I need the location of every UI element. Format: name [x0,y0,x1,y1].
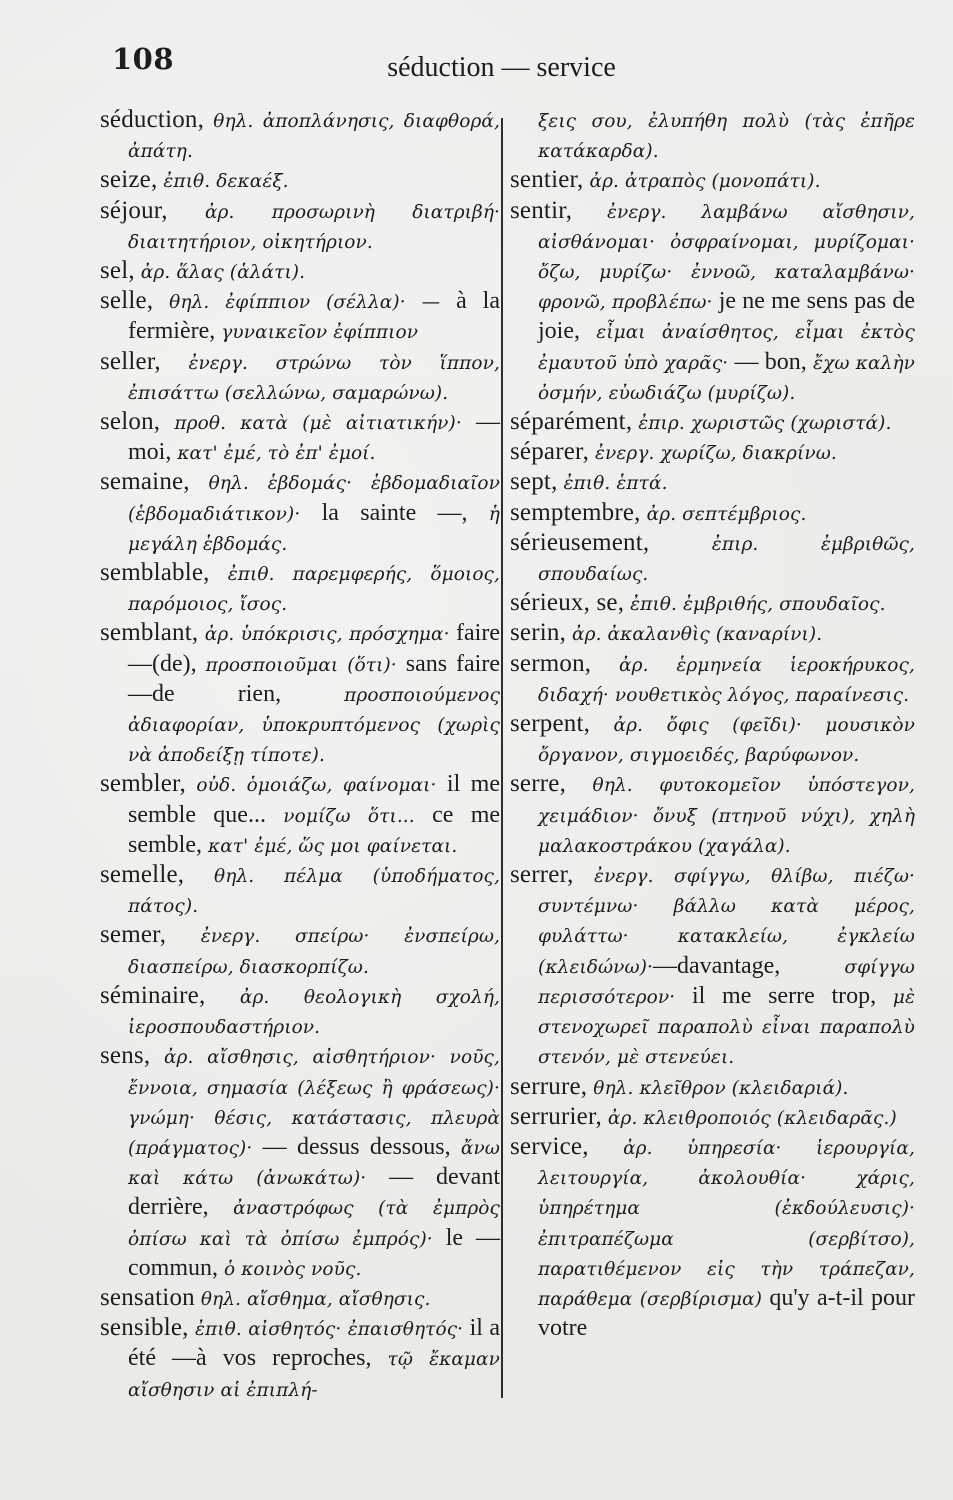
headword: seller, [100,347,161,375]
dictionary-entry [100,559,500,619]
french-phrase: il a été —à vos reproches, [128,1315,500,1372]
greek-definition: ἡ μεγάλη ἑβδομάς. [128,503,500,555]
french-phrase: à la fermière, [128,288,500,345]
greek-definition: νομίζω ὅτι... [265,805,415,827]
dictionary-entry [100,1042,500,1284]
greek-definition: θηλ. ἐφίππιον (σέλλα)· — [153,292,441,314]
dictionary-entry [510,166,915,196]
headword: serrer, [510,861,574,889]
dictionary-entry [100,1284,500,1314]
dictionary-entry-continuation [510,106,915,166]
dictionary-entry [100,287,500,347]
greek-definition: ἔχω καλὴν ὀσμήν, εὐωδιάζω (μυρίζω). [538,352,915,404]
dictionary-entry [100,106,500,166]
headword: serre, [510,770,567,798]
headword: semblant, [100,619,199,647]
headword: séparer, [510,438,590,466]
greek-definition: οὐδ. ὁμοιάζω, φαίνομαι· [186,775,437,797]
french-phrase: qu'y a-t-il pour votre [538,1284,915,1342]
headword: séjour, [100,196,168,224]
french-phrase: la sainte —, [300,499,468,526]
french-phrase: sans faire—de rien, [128,650,500,707]
greek-definition: ἀρ. κλειθροποιός (κλειδαρᾶς.) [601,1107,897,1129]
dictionary-entry [510,1133,915,1342]
greek-definition: σφίγγω περισσότερον· [538,956,915,1008]
greek-definition: θηλ. ἑβδομάς· ἑβδομαδιαῖον (ἑβδομαδιάτικον)· [128,473,500,525]
greek-definition: ἐνεργ. στρώνω τὸν ἵππον, ἐπισάττω (σελλώνω, σαμαρώνω). [128,352,500,404]
greek-definition: προθ. κατὰ (μὲ αἰτιατικήν)· [160,413,462,435]
greek-definition: ἐνεργ. λαμβάνω αἴσθησιν, αἰσθάνομαι· ὀσφραίνομαι, μυρίζομαι· ὄζω, μυρίζω· ἐννοῶ, καταλαμβάνω· φρονῶ, προβλέπω· [538,201,915,314]
greek-definition: κατ' ἐμέ, ὥς μοι φαίνεται. [201,835,458,857]
french-phrase: faire —(de), [128,620,500,677]
dictionary-entry [510,650,915,710]
left-column [100,106,500,1405]
greek-definition: ἀρ. ἅλας (ἁλάτι). [134,262,306,284]
dictionary-entry [510,770,915,861]
french-phrase: — bon, [728,348,807,375]
headword: serrure, [510,1072,588,1100]
headword: sensible, [100,1314,189,1342]
headword: selon, [100,408,161,436]
greek-definition: ἐπιθ. ἐμβριθής, σπουδαῖος. [624,594,886,616]
dictionary-entry [510,408,915,438]
dictionary-entry [510,589,915,619]
greek-definition: ἐπιρ. ἐμβριθῶς, σπουδαίως. [538,533,915,586]
dictionary-entry [510,1073,915,1103]
headword: seize, [100,166,158,194]
french-phrase: il me serre trop, [675,982,877,1009]
headword: sel, [100,257,135,285]
headword: selle, [100,287,154,315]
greek-definition: ἀρ. προσωρινὴ διατριβή· διαιτητήριον, οἰκητήριον. [128,201,500,253]
headword: serin, [510,619,567,647]
dictionary-entry [510,529,915,589]
dictionary-entry [100,1314,500,1405]
headword: sérieusement, [510,528,650,556]
headword: sembler, [100,770,186,798]
dictionary-entry [510,499,915,529]
right-column [510,106,915,1342]
dictionary-entry [100,197,500,257]
dictionary-entry [510,197,915,408]
headword: semelle, [100,861,185,889]
french-phrase: — devant derrière, [128,1164,500,1221]
french-phrase: —davantage, [653,952,781,979]
dictionary-entry [510,468,915,498]
greek-definition: τῷ ἔκαμαν αἴσθησιν αἱ ἐπιπλή- [128,1349,500,1401]
french-phrase: je ne me sens pas de joie, [538,288,915,345]
headword: sens, [100,1042,151,1070]
greek-definition: μὲ στενοχωρεῖ παραπολὺ εἶναι παραπολὺ στενόν, μὲ στενεύει. [538,986,915,1069]
dictionary-entry [100,166,500,196]
column-divider [501,118,503,1398]
dictionary-entry [100,770,500,861]
french-phrase: ce me semble, [128,801,501,858]
greek-definition: ἀρ. ἑρμηνεία ἱεροκήρυκος, διδαχή· νουθετικὸς λόγος, παραίνεσις. [538,654,915,706]
continuation-text: ξεις σου, ἐλυπήθη πολὺ (τὰς ἐπῆρε κατάκαρδα). [538,111,915,163]
greek-definition: θηλ. φυτοκομεῖον ὑπόστεγον, χειμάδιον· ὄνυξ (πτηνοῦ νύχι), χηλὴ μαλακοστράκου (χαγάλα). [538,775,915,857]
headword: séminaire, [100,981,206,1009]
greek-definition: ἀναστρόφως (τὰ ἐμπρὸς ὀπίσω καὶ τὰ ὀπίσω ἐμπρός)· [128,1198,500,1250]
greek-definition: ἄνω καὶ κάτω (ἀνωκάτω)· [128,1137,500,1190]
headword: sentier, [510,166,584,194]
greek-definition: ἐπιθ. παρεμφερής, ὅμοιος, παρόμοιος, ἴσος. [128,564,500,616]
greek-definition: θηλ. αἴσθημα, αἴσθησις. [194,1288,431,1310]
headword: sérieux, se, [510,589,625,617]
dictionary-entry [100,619,500,770]
greek-definition: εἶμαι ἀναίσθητος, εἶμαι ἐκτὸς ἐμαυτοῦ ὑπὸ χαρᾶς· [538,322,915,374]
greek-definition: ἀρ. θεολογικὴ σχολή, ἱεροσπουδαστήριον. [128,986,500,1039]
greek-definition: ἀρ. ὑπηρεσία· ἱερουργία, λειτουργία, ἀκολουθία· χάρις, ὑπηρέτημα (ἐκδούλευσις)· ἐπιτραπέζωμα (σερβίτσο), παρατιθέμενον εἰς τὴν τράπεζαν, παράθεμα (σερβίρισμα) [538,1137,915,1310]
greek-definition: ἐπιρ. χωριστῶς (χωριστά). [632,413,892,435]
greek-definition: κατ' ἐμέ, τὸ ἐπ' ἐμοί. [171,443,376,465]
headword: serpent, [510,710,591,738]
dictionary-entry [100,861,500,921]
dictionary-entry [510,1103,915,1133]
greek-definition: ἀρ. ἀτραπὸς (μονοπάτι). [583,171,821,193]
greek-definition: ἀρ. ἀκαλανθὶς (καναρίνι). [566,624,823,646]
running-head: séduction — service [387,52,616,83]
headword: semer, [100,921,167,949]
dictionary-entry [510,861,915,1072]
headword: séparément, [510,408,633,436]
headword: service, [510,1132,589,1160]
headword: semptembre, [510,498,641,526]
greek-definition: θηλ. πέλμα (ὑποδήματος, πάτος). [128,866,500,918]
greek-definition: ἐνεργ. σπείρω· ἐνσπείρω, διασπείρω, διασκορπίζω. [128,926,500,978]
headword: sensation [100,1283,195,1311]
greek-definition: γυναικεῖον ἐφίππιον [215,322,419,344]
greek-definition: ἐνεργ. χωρίζω, διακρίνω. [589,443,837,465]
french-phrase: — dessus dessous, [252,1133,451,1160]
greek-definition: ἐπιθ. ἑπτά. [557,473,668,495]
dictionary-entry [100,921,500,981]
greek-definition: ἐπιθ. δεκαέξ. [157,171,289,193]
dictionary-entry [100,982,500,1042]
headword: sermon, [510,649,592,677]
greek-definition: ἐπιθ. αἰσθητός· ἐπαισθητός· [188,1319,464,1341]
dictionary-entry [510,438,915,468]
greek-definition: προσποιοῦμαι (ὅτι)· [196,654,397,676]
dictionary-entry [100,257,500,287]
greek-definition: ἀρ. αἴσθησις, αἰσθητήριον· νοῦς, ἔννοια, σημασία (λέξεως ἢ φράσεως)· γνώμη· θέσις, κατάστασις, πλευρὰ (πράγματος)· [128,1047,500,1159]
greek-definition: ἐνεργ. σφίγγω, θλίβω, πιέζω· συντέμνω· βάλλω κατὰ μέρος, φυλάττω· κατακλείω, ἐγκλείω (κλειδώνω)· [538,866,915,978]
headword: semaine, [100,468,190,496]
greek-definition: ἀρ. σεπτέμβριος. [640,503,807,525]
greek-definition: θηλ. ἀποπλάνησις, διαφθορά, ἀπάτη. [128,111,500,163]
headword: sentir, [510,196,573,224]
headword: sept, [510,468,558,496]
page-number: 108 [112,42,175,76]
dictionary-entry [510,619,915,649]
greek-definition: προσποιούμενος ἀδιαφορίαν, ὑποκρυπτόμενος (χωρὶς νὰ ἀποδείξῃ τίποτε). [128,684,500,767]
dictionary-entry [100,468,500,559]
headword: semblable, [100,559,210,587]
dictionary-entry [100,348,500,408]
french-phrase: le — commun, [128,1224,500,1281]
headword: serrurier, [510,1102,602,1130]
dictionary-entry [510,710,915,770]
greek-definition: ἀρ. ὑπόκρισις, πρόσχημα· [198,624,450,646]
dictionary-entry [100,408,500,468]
greek-definition: θηλ. κλεῖθρον (κλειδαριά). [587,1077,849,1099]
greek-definition: ἀρ. ὄφις (φεῖδι)· μουσικὸν ὄργανον, σιγμοειδές, βαρύφωνον. [538,715,915,767]
french-phrase: il me semble que... [128,771,501,828]
french-phrase: —moi, [128,409,501,466]
headword: séduction, [100,106,205,133]
greek-definition: ὁ κοινὸς νοῦς. [218,1258,362,1280]
